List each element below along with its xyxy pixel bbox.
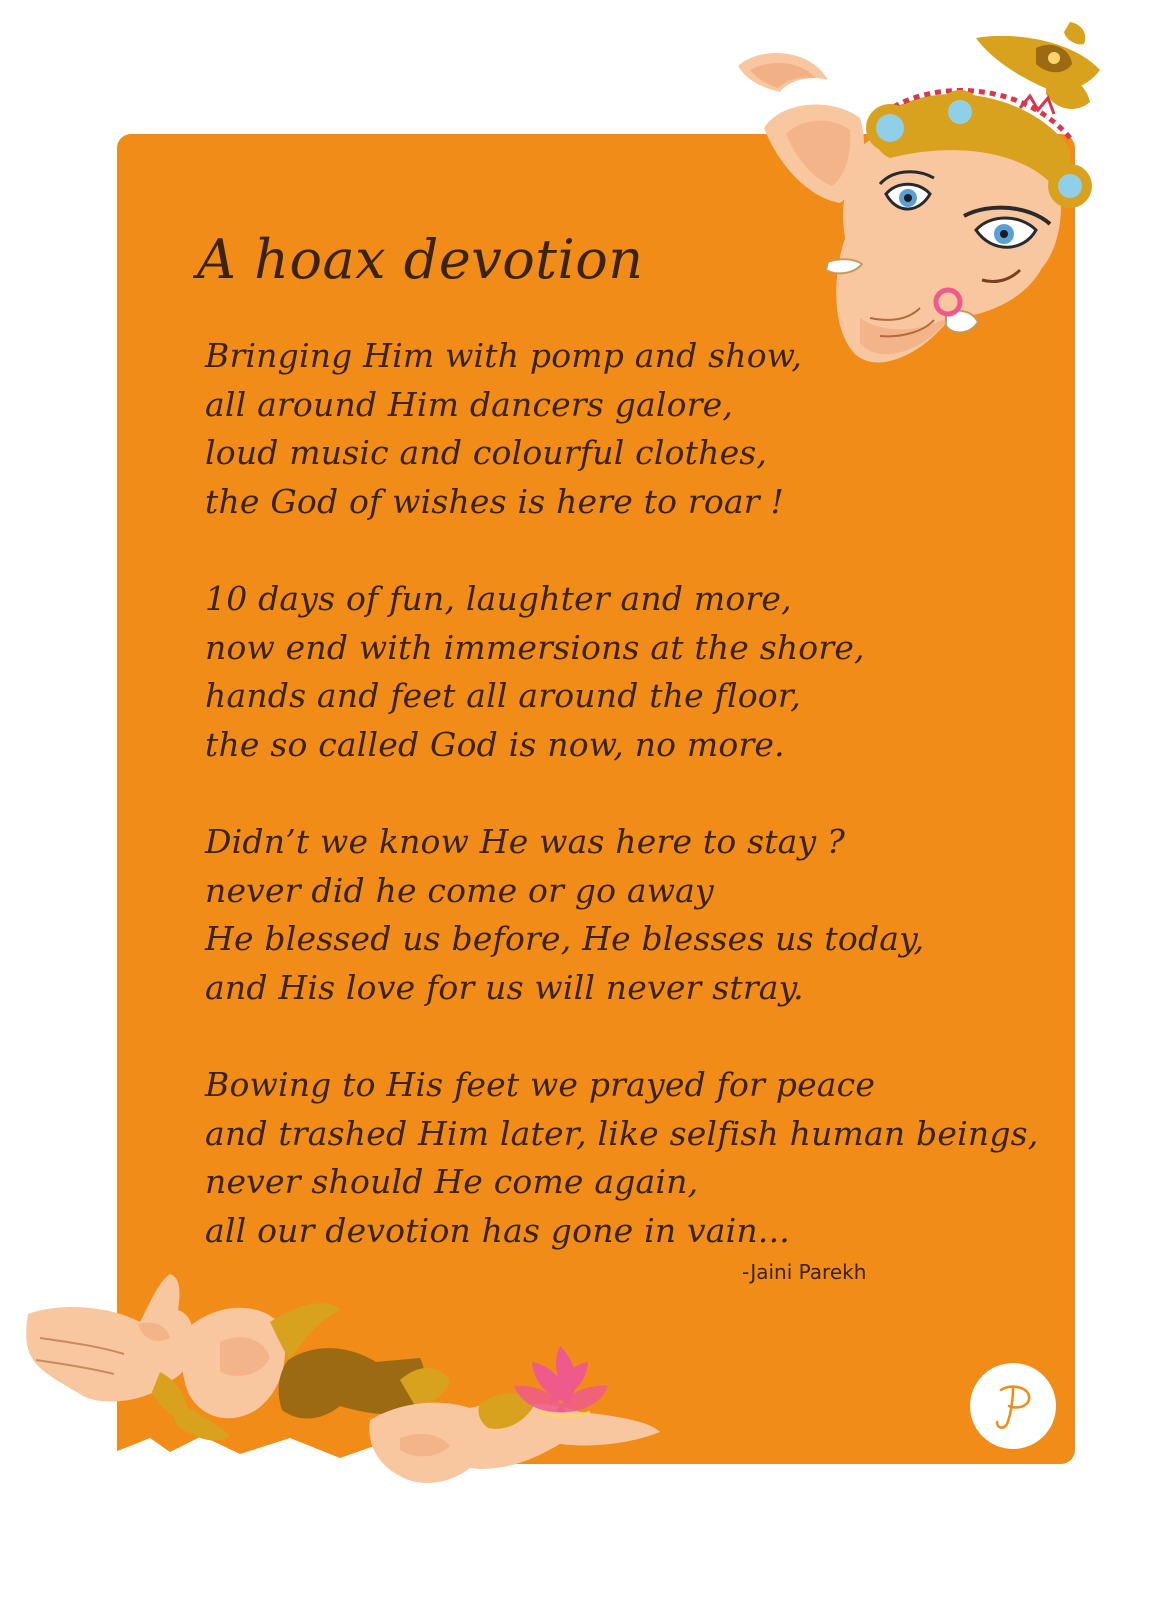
ganesha-broken-head-icon — [720, 18, 1120, 398]
poem-body — [205, 332, 1065, 1304]
poem-line: He blessed us before, He blesses us today, — [205, 919, 925, 958]
poem-line: Didn’t we know He was here to stay ? — [205, 822, 845, 861]
jp-monogram-icon — [983, 1376, 1043, 1436]
poem-line: and trashed Him later, like selfish human beings, — [205, 1113, 1039, 1153]
poem-author: -Jaini Parekh — [742, 1260, 867, 1284]
poem-line: all around Him dancers galore, — [205, 384, 734, 424]
jp-logo — [970, 1363, 1056, 1449]
poem-title: A hoax devotion — [197, 228, 644, 291]
poem-line: Bowing to His feet we prayed for peace — [205, 1065, 876, 1104]
poem-line: now end with immersions at the shore, — [205, 627, 865, 667]
broken-hands-icon — [20, 1262, 670, 1502]
poem-line: and His love for us will never stray. — [205, 967, 804, 1007]
poem-line: hands and feet all around the floor, — [205, 676, 801, 715]
poem-line: never did he come or go away — [205, 870, 714, 910]
poem-line: 10 days of fun, laughter and more, — [205, 579, 792, 618]
stanza — [205, 818, 1065, 1012]
stanza — [205, 575, 1065, 769]
poem-line: the so called God is now, no more. — [205, 724, 785, 764]
stanza — [205, 1061, 1065, 1255]
poem-line: never should He come again, — [205, 1162, 699, 1201]
poem-line: loud music and colourful clothes, — [205, 433, 768, 472]
poem-line: Bringing Him with pomp and show, — [205, 336, 803, 375]
poem-line: all our devotion has gone in vain... — [205, 1210, 790, 1250]
poem-line: the God of wishes is here to roar ! — [205, 481, 784, 521]
